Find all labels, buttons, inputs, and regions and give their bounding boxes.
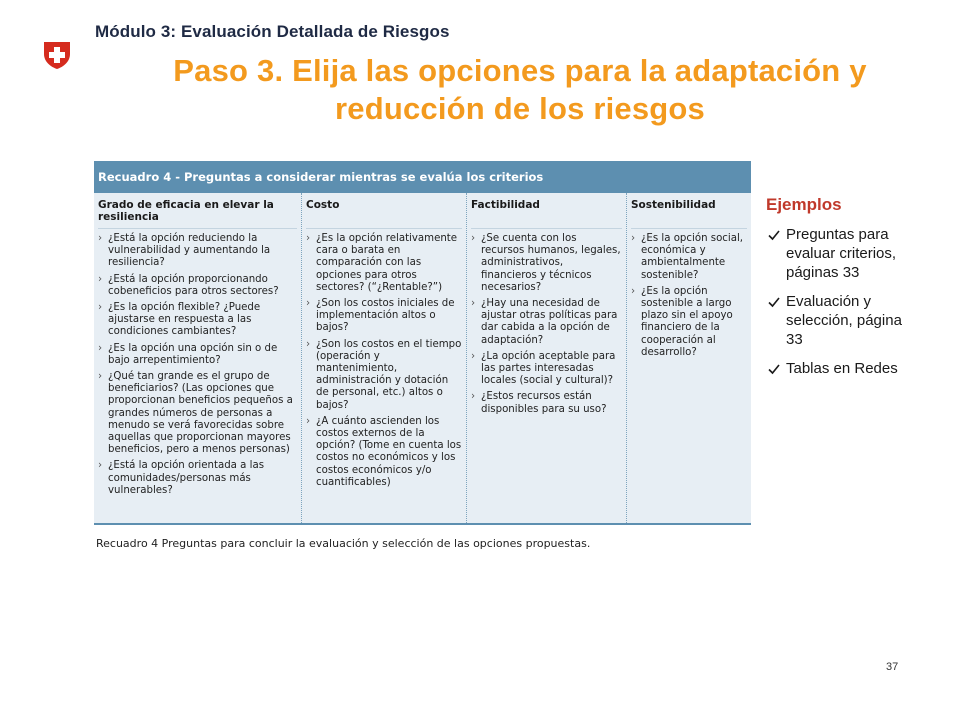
example-item-label: Preguntas para evaluar criterios, páginas 33 (786, 226, 897, 281)
page-number: 37 (886, 661, 899, 673)
question-list (306, 233, 462, 489)
page-title (95, 52, 945, 128)
question-item: › ¿Es la opción sostenible a largo plazo sin el apoyo financiero de la cooperación al desarrollo? (631, 286, 747, 359)
example-item-label: Tablas en Redes (786, 360, 898, 377)
column-header: Grado de eficacia en elevar la resiliencia (98, 193, 297, 229)
question-item: › ¿Son los costos iniciales de implementación altos o bajos? (306, 298, 462, 335)
example-item (766, 359, 906, 378)
checkmark-icon (768, 229, 780, 241)
question-item: › ¿Estos recursos están disponibles para su uso? (471, 391, 622, 415)
page-title-line-1: Paso 3. Elija las opciones para la adaptación y (173, 53, 867, 88)
question-list (98, 233, 297, 497)
checkmark-icon (768, 363, 780, 375)
question-item: › ¿A cuánto ascienden los costos externos de la opción? (Tome en cuenta los costos no económicos y los costos económicos y/o cuantificables) (306, 416, 462, 489)
question-item: › ¿Son los costos en el tiempo (operación y mantenimiento, administración y dotación de personal, etc.) altos o bajos? (306, 339, 462, 412)
question-list (631, 233, 747, 359)
question-item: › ¿Es la opción social, económica y ambientalmente sostenible? (631, 233, 747, 282)
page-title-line-2: reducción de los riesgos (334, 91, 706, 126)
criteria-box-title: Recuadro 4 - Preguntas a considerar mientras se evalúa los criterios (94, 161, 751, 193)
criteria-column-cost (301, 193, 466, 523)
question-item: › ¿Es la opción relativamente cara o barata en comparación con las opciones para otros sectores? (“¿Rentable?”) (306, 233, 462, 294)
criteria-grid (94, 193, 751, 523)
question-item: › ¿Está la opción proporcionando cobeneficios para otros sectores? (98, 274, 297, 298)
example-item (766, 225, 906, 282)
column-header: Costo (306, 193, 462, 229)
example-item-label: Evaluación y selección, página 33 (786, 293, 902, 348)
examples-list (766, 225, 906, 378)
module-label: Módulo 3: Evaluación Detallada de Riesgos (95, 22, 450, 41)
criteria-column-feasibility (466, 193, 626, 523)
question-item: › ¿Se cuenta con los recursos humanos, legales, administrativos, financieros y técnicos necesarios? (471, 233, 622, 294)
question-item: › ¿Es la opción flexible? ¿Puede ajustarse en respuesta a las condiciones cambiantes? (98, 302, 297, 339)
example-item (766, 292, 906, 349)
checkmark-icon (768, 296, 780, 308)
question-item: › ¿Es la opción una opción sin o de bajo arrepentimiento? (98, 343, 297, 367)
criteria-box (94, 161, 751, 525)
column-header: Factibilidad (471, 193, 622, 229)
swiss-cross-shield-icon (42, 40, 72, 70)
question-list (471, 233, 622, 416)
examples-title: Ejemplos (766, 195, 842, 214)
examples-panel (766, 195, 906, 388)
question-item: › ¿La opción aceptable para las partes interesadas locales (social y cultural)? (471, 351, 622, 388)
criteria-column-efficacy (94, 193, 301, 523)
question-item: › ¿Hay una necesidad de ajustar otras políticas para dar cabida a la opción de adaptación? (471, 298, 622, 347)
question-item: › ¿Qué tan grande es el grupo de beneficiarios? (Las opciones que proporcionan beneficios pequeños a grandes números de personas a menudo se verá favorecidas sobre aquellas que proporcionan mayores beneficios, pero a menos personas) (98, 371, 297, 456)
criteria-column-sustainability (626, 193, 751, 523)
column-header: Sostenibilidad (631, 193, 747, 229)
question-item: › ¿Está la opción orientada a las comunidades/personas más vulnerables? (98, 460, 297, 497)
question-item: › ¿Está la opción reduciendo la vulnerabilidad y aumentando la resiliencia? (98, 233, 297, 270)
box-caption: Recuadro 4 Preguntas para concluir la evaluación y selección de las opciones propuestas. (96, 537, 591, 550)
